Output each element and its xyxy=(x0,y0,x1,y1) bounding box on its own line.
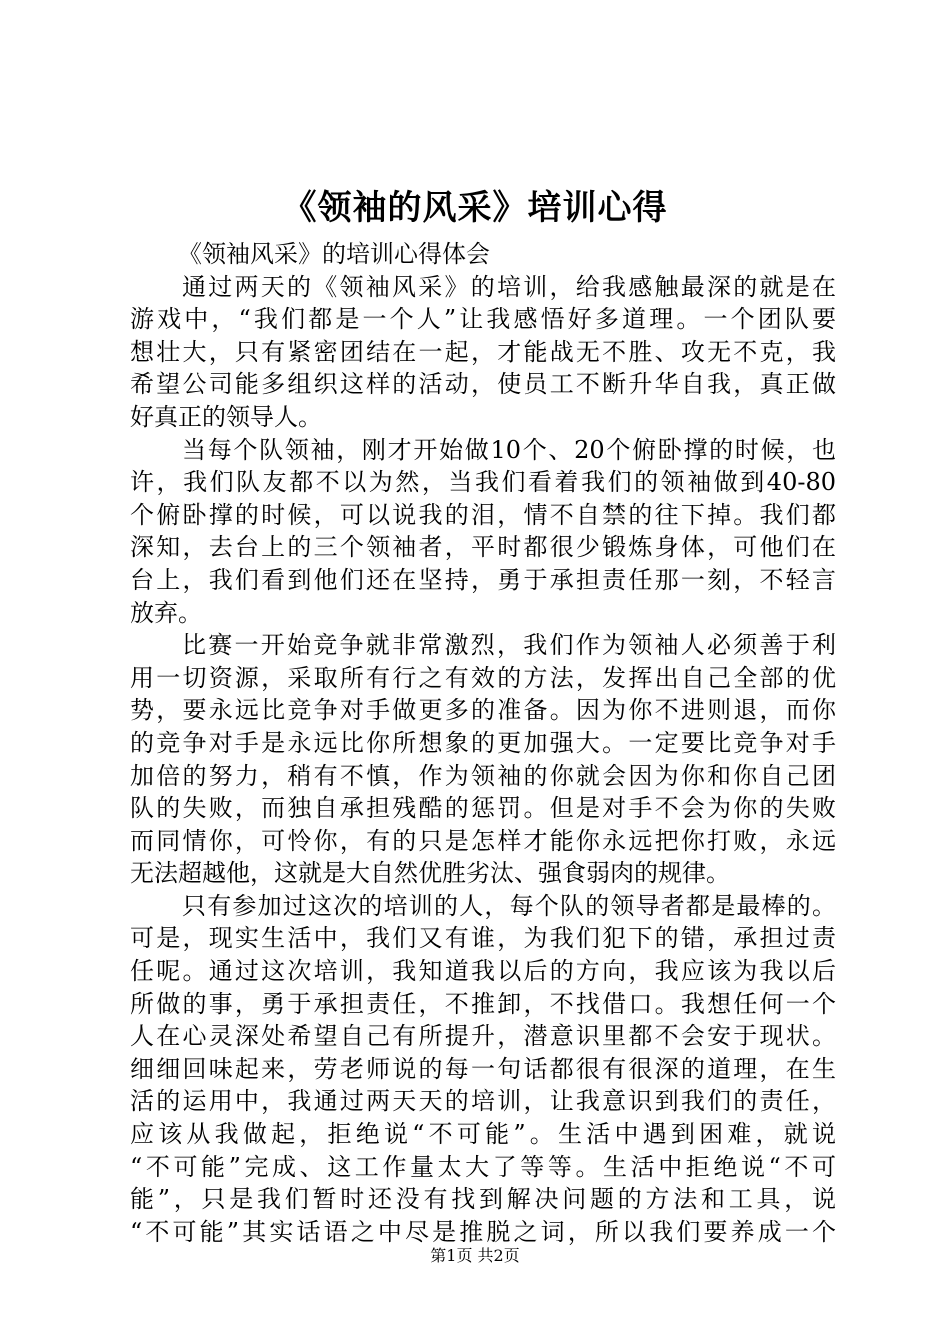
text-line: 个俯卧撑的时候，可以说我的泪，情不自禁的往下掉。我们都 xyxy=(130,500,836,529)
text-line: 想壮大，只有紧密团结在一起，才能战无不胜、攻无不克，我 xyxy=(130,337,836,366)
text-line: 势，要永远比竞争对手做更多的准备。因为你不进则退，而你 xyxy=(130,696,836,725)
document-body xyxy=(130,238,836,1248)
text-line: 的竞争对手是永远比你所想象的更加强大。一定要比竞争对手 xyxy=(130,728,836,757)
page-number-footer: 第1页 共2页 xyxy=(430,1246,520,1265)
text-line: 当每个队领袖，刚才开始做10个、20个俯卧撑的时候，也 xyxy=(182,435,836,464)
paragraph xyxy=(130,271,836,434)
text-line: 台上，我们看到他们还在坚持，勇于承担责任那一刻，不轻言 xyxy=(130,565,836,594)
text-line: 游戏中，“我们都是一个人”让我感悟好多道理。一个团队要 xyxy=(130,305,836,334)
paragraph xyxy=(130,629,836,890)
paragraph xyxy=(130,890,836,1249)
text-line: 活的运用中，我通过两天天的培训，让我意识到我们的责任， xyxy=(130,1087,836,1116)
text-line: 加倍的努力，稍有不慎，作为领袖的你就会因为你和你自己团 xyxy=(130,761,836,790)
text-line: 应该从我做起，拒绝说“不可能”。生活中遇到困难，就说 xyxy=(130,1120,836,1149)
document-subtitle: 《领袖风采》的培训心得体会 xyxy=(178,240,490,268)
text-line: 比赛一开始竞争就非常激烈，我们作为领袖人必须善于利 xyxy=(182,631,836,660)
text-line: 所做的事，勇于承担责任，不推卸，不找借口。我想任何一个 xyxy=(130,989,836,1018)
document-title: 《领袖的风采》培训心得 xyxy=(282,188,668,228)
text-line: 希望公司能多组织这样的活动，使员工不断升华自我，真正做 xyxy=(130,370,836,399)
text-line: 深知，去台上的三个领袖者，平时都很少锻炼身体，可他们在 xyxy=(130,533,836,562)
text-line: 细细回味起来，劳老师说的每一句话都很有很深的道理，在生 xyxy=(130,1054,836,1083)
text-line: 放弃。 xyxy=(130,598,202,627)
paragraph xyxy=(130,434,836,630)
text-line: 只有参加过这次的培训的人，每个队的领导者都是最棒的。 xyxy=(182,891,836,920)
text-line: 可是，现实生活中，我们又有谁，为我们犯下的错，承担过责 xyxy=(130,924,836,953)
text-line: 无法超越他，这就是大自然优胜劣汰、强食弱肉的规律。 xyxy=(130,859,730,888)
text-line: 许，我们队友都不以为然，当我们看着我们的领袖做到40-80 xyxy=(130,468,836,497)
text-line: “不可能”其实话语之中尽是推脱之词，所以我们要养成一个 xyxy=(130,1217,836,1246)
text-line: 而同情你，可怜你，有的只是怎样才能你永远把你打败，永远 xyxy=(130,826,836,855)
text-line: 好真正的领导人。 xyxy=(130,402,322,431)
text-line: 队的失败，而独自承担残酷的惩罚。但是对手不会为你的失败 xyxy=(130,794,836,823)
text-line: 能”，只是我们暂时还没有找到解决问题的方法和工具，说 xyxy=(130,1185,836,1214)
text-line: “不可能”完成、这工作量太大了等等。生活中拒绝说“不可 xyxy=(130,1152,836,1181)
text-line: 人在心灵深处希望自己有所提升，潜意识里都不会安于现状。 xyxy=(130,1022,836,1051)
text-line: 用一切资源，采取所有行之有效的方法，发挥出自己全部的优 xyxy=(130,663,836,692)
text-line: 通过两天的《领袖风采》的培训，给我感触最深的就是在 xyxy=(182,272,836,301)
text-line: 任呢。通过这次培训，我知道我以后的方向，我应该为我以后 xyxy=(130,957,836,986)
